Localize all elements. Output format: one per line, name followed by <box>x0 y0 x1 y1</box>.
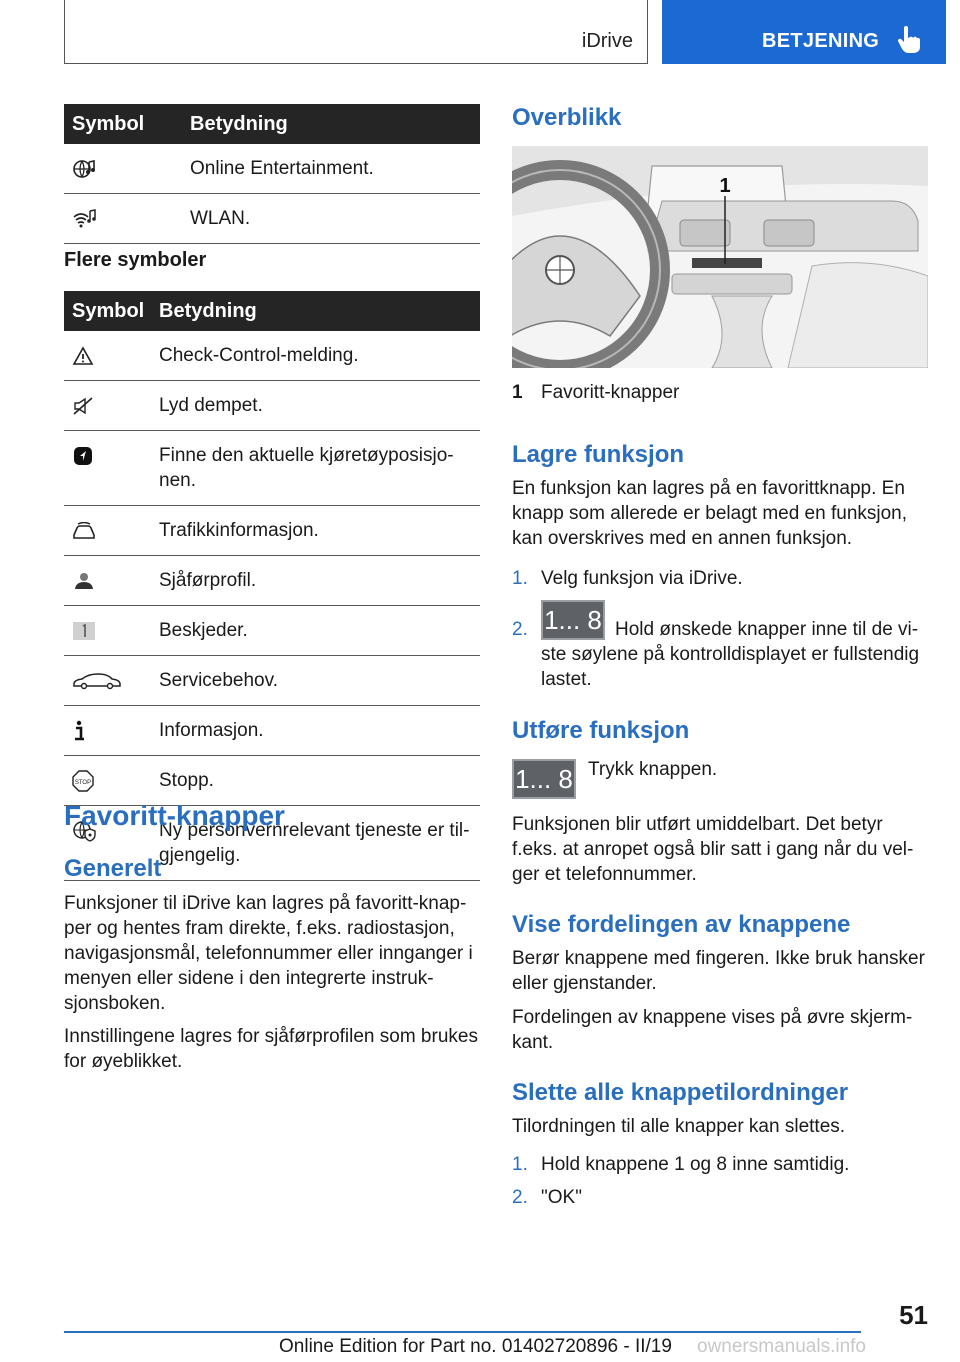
header-chapter: iDrive <box>581 30 633 52</box>
table-row <box>64 556 480 606</box>
execute-function-heading: Utføre funksjon <box>512 717 690 744</box>
table-header <box>64 104 480 144</box>
row-text: Beskjeder. <box>159 620 248 641</box>
footer-watermark: ownersmanuals.info <box>697 1336 866 1357</box>
svg-text:STOP: STOP <box>74 779 92 786</box>
save-step-1: 1. Velg funksjon via iDrive. <box>512 568 743 589</box>
table-row <box>64 706 480 756</box>
dashboard-illustration <box>512 146 928 368</box>
table-row <box>64 606 480 656</box>
info-icon <box>72 720 86 742</box>
footer-edition: Online Edition for Part no. 01402720896 - II/19 <box>279 1336 672 1357</box>
table-row <box>64 381 480 431</box>
delete-step-2: 2. "OK" <box>512 1187 582 1208</box>
symbol-table-1 <box>64 104 480 244</box>
favorite-button-image: 1... 8 <box>512 759 576 799</box>
muted-speaker-icon <box>72 396 94 416</box>
pointing-hand-icon <box>898 26 920 54</box>
table-header <box>64 291 480 331</box>
row-text: Lyd dempet. <box>159 395 263 416</box>
more-symbols-heading: Flere symboler <box>64 249 207 271</box>
row-text: Ny personvernrelevant tjeneste er til- gjengelig. <box>159 820 470 866</box>
navigation-arrow-icon <box>72 445 94 467</box>
row-text: Informasjon. <box>159 720 264 741</box>
driver-profile-icon <box>72 571 96 591</box>
save-step-2: 2. 1... 8 Hold ønskede knapper inne til de vi- ste søylene på kontrolldisplayet er fullstendig lastet. <box>512 617 928 642</box>
callout-number: 1 <box>719 175 731 197</box>
table-row <box>64 144 480 194</box>
row-text: Online Entertainment. <box>190 158 374 179</box>
show-distribution-paragraph-1: Berør knappene med fingeren. Ikke bruk hansker eller gjenstander. <box>512 948 925 994</box>
col-symbol: Symbol <box>72 112 145 135</box>
favorites-heading: Favoritt-knapper <box>64 800 285 831</box>
row-text: Servicebehov. <box>159 670 278 691</box>
delete-assignments-heading: Slette alle knappetilordninger <box>512 1079 849 1106</box>
delete-step-1: 1. Hold knappene 1 og 8 inne samtidig. <box>512 1154 850 1175</box>
table-row <box>64 431 480 506</box>
overview-heading: Overblikk <box>512 104 622 131</box>
row-text: Sjåførprofil. <box>159 570 257 591</box>
row-text: WLAN. <box>190 208 251 229</box>
col-meaning: Betydning <box>159 299 257 322</box>
execute-function-paragraph: Funksjonen blir utført umiddelbart. Det betyr f.eks. at anropet også blir satt i gang når du vel- ger et telefonnummer. <box>512 814 914 885</box>
footer-divider <box>64 1331 861 1333</box>
online-entertainment-icon <box>72 158 96 180</box>
save-function-paragraph: En funksjon kan lagres på en favorittknapp. En knapp som allerede er belagt med en funksjon, kan overskrives med en annen funksjon. <box>512 478 908 549</box>
table-row <box>64 331 480 381</box>
header-section: BETJENING <box>762 30 880 52</box>
save-function-heading: Lagre funksjon <box>512 441 685 468</box>
stop-icon <box>72 770 94 792</box>
table-row <box>64 506 480 556</box>
wlan-icon <box>72 209 96 229</box>
row-text: Trafikkinformasjon. <box>159 520 319 541</box>
table-row <box>64 194 480 244</box>
header-chapter-box <box>64 0 648 64</box>
driver-profile-paragraph: Innstillingene lagres for sjåførprofilen som brukes for øyeblikket. <box>64 1026 478 1072</box>
message-icon <box>72 621 96 641</box>
execute-function-text: Trykk knappen. <box>588 759 718 780</box>
page-number: 51 <box>899 1300 928 1330</box>
row-text: Check-Control-melding. <box>159 345 359 366</box>
traffic-info-icon <box>72 522 96 540</box>
favorite-button-image: 1... 8 <box>541 600 605 640</box>
table-row <box>64 756 480 806</box>
table-row <box>64 656 480 706</box>
delete-assignments-paragraph: Tilordningen til alle knapper kan slettes. <box>512 1116 846 1137</box>
warning-triangle-icon <box>72 346 94 366</box>
header-section-box <box>662 0 946 64</box>
show-distribution-heading: Vise fordelingen av knappene <box>512 911 851 938</box>
row-text: Finne den aktuelle kjøretøyposisjo- nen. <box>159 445 454 491</box>
image-caption: 1 Favoritt-knapper <box>512 382 680 403</box>
col-meaning: Betydning <box>190 112 288 135</box>
general-paragraph: Funksjoner til iDrive kan lagres på favoritt-knap- per og hentes fram direkte, f.eks. radiostasjon, navigasjonsmål, telefonnummer eller innganger i menyen eller sidene i den integrerte instruk- sjonsboken. <box>64 893 473 1014</box>
col-symbol: Symbol <box>72 299 145 322</box>
symbol-table-2 <box>64 291 480 881</box>
show-distribution-paragraph-2: Fordelingen av knappene vises på øvre skjerm- kant. <box>512 1007 913 1053</box>
row-text: Stopp. <box>159 770 214 791</box>
general-heading: Generelt <box>64 855 162 882</box>
car-service-icon <box>72 672 122 690</box>
